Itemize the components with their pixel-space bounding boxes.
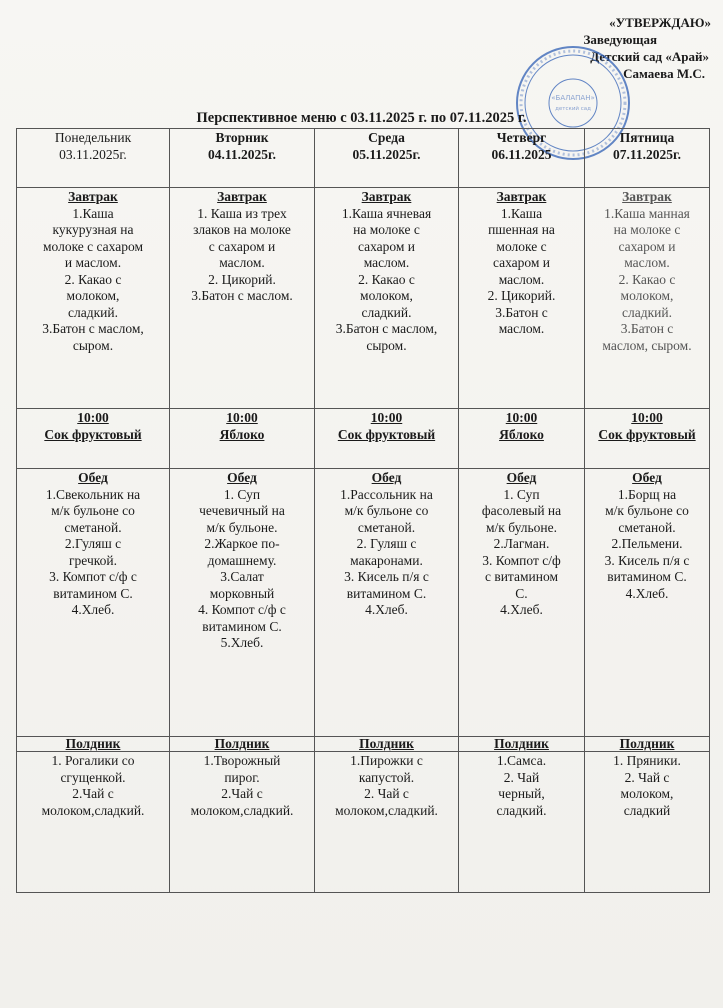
snack-cell-wednesday: [315, 409, 459, 469]
menu-line: 1.Каша манная: [604, 205, 690, 221]
table-row: [17, 188, 710, 409]
menu-line: маслом.: [219, 255, 265, 270]
tea-label-monday: [17, 737, 170, 752]
day-name: Пятница: [619, 130, 675, 145]
menu-line: 2. Цикорий.: [208, 271, 276, 287]
day-header-wednesday: [315, 129, 459, 188]
svg-text:детский сад: детский сад: [555, 106, 591, 112]
menu-line: 4.Хлеб.: [71, 602, 115, 617]
menu-line: чечевичный на: [199, 503, 285, 518]
menu-line: 1.Каша: [500, 205, 543, 221]
menu-line: 1.Свекольник на: [45, 486, 141, 502]
menu-line: сметаной.: [64, 519, 122, 535]
menu-line: молоком,сладкий.: [335, 802, 438, 818]
menu-line: сметаной.: [618, 519, 676, 535]
menu-line: пшенная на: [488, 222, 555, 237]
menu-line: с сахаром и: [208, 238, 276, 254]
menu-line: сметаной.: [357, 519, 416, 535]
meal-label: Обед: [506, 470, 537, 485]
lunch-cell-thursday: [459, 469, 585, 737]
menu-line: и маслом.: [64, 255, 122, 270]
approval-block: [520, 14, 715, 82]
snack-time: 10:00: [631, 410, 663, 425]
snack-item: Яблоко: [499, 426, 544, 442]
menu-line: 2. Чай с: [624, 769, 670, 785]
menu-table: [16, 128, 710, 893]
breakfast-cell-monday: [17, 188, 170, 409]
menu-line: молоком,: [66, 288, 120, 303]
menu-line: 3.Батон с маслом,: [335, 321, 438, 336]
menu-line: 1.Рассольник на: [340, 486, 433, 502]
day-header-tuesday: [170, 129, 315, 188]
menu-line: 3. Кисель п/я с: [604, 552, 690, 568]
menu-line: молоке с сахаром: [42, 238, 144, 254]
meal-label: Полдник: [619, 736, 675, 751]
meal-label: Завтрак: [217, 189, 267, 204]
menu-line: макаронами.: [350, 552, 423, 568]
svg-text:«БАЛАПАН»: «БАЛАПАН»: [551, 94, 595, 102]
meal-label: Завтрак: [496, 189, 547, 204]
menu-line: маслом.: [498, 321, 545, 336]
menu-line: молоке с: [496, 238, 547, 254]
table-row: [17, 129, 710, 188]
menu-line: м/к бульоне со: [344, 503, 429, 518]
menu-line: 4.Хлеб.: [365, 602, 408, 617]
menu-line: сладкий.: [496, 802, 547, 818]
snack-item: Сок фруктовый: [44, 426, 142, 442]
menu-line: на молоке с: [613, 222, 681, 237]
menu-line: м/к бульоне.: [206, 519, 278, 535]
menu-line: фасолевый на: [481, 503, 562, 518]
menu-line: 3.Салат: [220, 569, 264, 584]
menu-line: сахаром и: [492, 255, 551, 270]
snack-item: Сок фруктовый: [337, 426, 436, 442]
menu-line: сахаром и: [618, 238, 676, 254]
menu-line: м/к бульоне со: [605, 503, 689, 518]
menu-line: витамином С.: [53, 585, 133, 601]
menu-line: 4. Компот с/ф с: [198, 602, 286, 617]
menu-line: 1.Борщ на: [617, 486, 677, 502]
snack-time: 10:00: [505, 410, 538, 425]
menu-line: на молоке с: [353, 222, 420, 237]
snack-item: Яблоко: [219, 426, 265, 442]
menu-line: 2.Чай с: [221, 786, 263, 801]
menu-line: капустой.: [358, 769, 415, 785]
menu-line: сыром.: [72, 337, 114, 353]
tea-cell-wednesday: [315, 752, 459, 893]
menu-line: сладкий.: [622, 304, 672, 320]
menu-line: С.: [515, 585, 528, 601]
day-header-friday: [585, 129, 710, 188]
tea-cell-friday: [585, 752, 710, 893]
meal-label: Полдник: [494, 736, 549, 751]
tea-label-tuesday: [170, 737, 315, 752]
menu-line: 4.Хлеб.: [500, 602, 543, 617]
menu-line: молоком,сладкий.: [41, 802, 145, 818]
menu-line: 5.Хлеб.: [220, 635, 264, 650]
table-row: [17, 737, 710, 752]
snack-cell-thursday: [459, 409, 585, 469]
breakfast-cell-friday: [585, 188, 710, 409]
menu-line: 2.Чай с: [72, 786, 114, 801]
lunch-cell-tuesday: [170, 469, 315, 737]
menu-line: молоком,: [620, 288, 674, 303]
day-date: 04.11.2025г.: [208, 146, 276, 162]
menu-line: витамином С.: [607, 569, 687, 584]
menu-line: витамином С.: [346, 585, 427, 601]
menu-line: 1. Рогалики со: [51, 753, 135, 768]
meal-label: Полдник: [65, 736, 121, 751]
menu-line: м/к бульоне со: [51, 503, 135, 518]
menu-line: 3. Компот с/ф: [482, 552, 561, 568]
menu-line: 3.Батон с маслом.: [191, 288, 293, 303]
menu-line: молоком,сладкий.: [190, 802, 294, 818]
approval-position: Заведующая: [583, 32, 657, 47]
meal-label: Завтрак: [361, 189, 412, 204]
day-header-monday: [17, 129, 170, 188]
menu-line: маслом.: [363, 255, 410, 270]
table-row: [17, 752, 710, 893]
menu-line: 1.Каша ячневая: [341, 205, 432, 221]
menu-line: 1.Каша: [72, 205, 114, 221]
menu-line: 2. Чай с: [364, 786, 409, 801]
day-date: 03.11.2025г.: [59, 146, 127, 162]
meal-label: Завтрак: [68, 189, 118, 204]
snack-cell-monday: [17, 409, 170, 469]
menu-line: 2.Гуляш с: [64, 536, 122, 551]
menu-line: 1. Суп: [223, 486, 261, 502]
day-name: Четверг: [496, 130, 547, 145]
menu-line: маслом, сыром.: [602, 337, 692, 353]
menu-line: 3.Батон с: [495, 304, 548, 320]
meal-label: Обед: [78, 470, 108, 485]
menu-line: м/к бульоне.: [486, 519, 557, 535]
menu-line: молоком,: [620, 786, 674, 801]
breakfast-cell-wednesday: [315, 188, 459, 409]
breakfast-cell-tuesday: [170, 188, 315, 409]
menu-line: молоком,: [360, 288, 413, 303]
day-date: 07.11.2025г.: [613, 146, 681, 162]
menu-line: злаков на молоке: [193, 222, 291, 237]
meal-label: Завтрак: [622, 189, 672, 204]
day-date: 05.11.2025г.: [352, 146, 421, 162]
tea-cell-thursday: [459, 752, 585, 893]
tea-label-friday: [585, 737, 710, 752]
menu-line: 2. Какао с: [358, 271, 415, 287]
menu-line: 3.Батон с: [620, 321, 674, 336]
meal-label: Полдник: [214, 736, 270, 751]
menu-line: морковный: [209, 585, 275, 601]
menu-line: 2. Цикорий.: [487, 288, 556, 303]
page-title: Перспективное меню с 03.11.2025 г. по 07.11.2025 г.: [196, 110, 527, 126]
table-row: [17, 469, 710, 737]
menu-line: сгущенкой.: [60, 769, 126, 785]
meal-label: Обед: [227, 470, 257, 485]
menu-line: 4.Хлеб.: [625, 585, 669, 601]
snack-item: Сок фруктовый: [598, 426, 696, 442]
lunch-cell-monday: [17, 469, 170, 737]
snack-cell-tuesday: [170, 409, 315, 469]
snack-time: 10:00: [226, 410, 258, 425]
menu-line: сладкий.: [361, 304, 412, 320]
day-name: Вторник: [215, 130, 269, 145]
menu-line: 1. Каша из трех: [197, 205, 287, 221]
menu-line: 2.Жаркое по-: [204, 536, 280, 551]
tea-cell-tuesday: [170, 752, 315, 893]
approval-heading: «УТВЕРЖДАЮ»: [609, 15, 711, 30]
menu-line: сахаром и: [357, 238, 416, 254]
menu-line: 1.Самса.: [496, 753, 547, 768]
lunch-cell-friday: [585, 469, 710, 737]
tea-cell-monday: [17, 752, 170, 893]
menu-line: кукурузная на: [52, 222, 134, 237]
tea-label-thursday: [459, 737, 585, 752]
menu-line: 2. Чай: [503, 769, 540, 785]
menu-line: домашнему.: [207, 552, 277, 568]
approval-signatory: Самаева М.С.: [623, 66, 705, 81]
day-name: Среда: [368, 130, 405, 145]
menu-line: витамином С.: [202, 618, 282, 634]
menu-line: 1.Пирожки с: [350, 753, 423, 768]
snack-cell-friday: [585, 409, 710, 469]
menu-line: 3. Кисель п/я с: [344, 569, 429, 584]
menu-line: сладкий: [623, 802, 671, 818]
menu-line: маслом.: [624, 255, 670, 270]
menu-line: 2.Лагман.: [493, 536, 550, 551]
day-header-thursday: [459, 129, 585, 188]
day-date: 06.11.2025: [491, 146, 552, 162]
menu-line: 3.Батон с маслом,: [42, 321, 144, 336]
menu-line: 2.Пельмени.: [611, 536, 683, 551]
menu-line: маслом.: [498, 271, 545, 287]
menu-line: гречкой.: [69, 552, 117, 568]
menu-line: 1.Творожный: [203, 753, 281, 768]
menu-line: черный,: [498, 786, 545, 801]
breakfast-cell-thursday: [459, 188, 585, 409]
menu-line: сладкий.: [68, 304, 118, 320]
menu-line: 2. Гуляш с: [356, 536, 417, 551]
day-name: Понедельник: [54, 130, 132, 145]
menu-line: пирог.: [224, 769, 260, 785]
meal-label: Полдник: [359, 736, 414, 751]
meal-label: Обед: [371, 470, 402, 485]
menu-line: 2. Какао с: [64, 271, 122, 287]
menu-line: 1. Пряники.: [613, 753, 681, 768]
menu-line: 1. Суп: [503, 486, 540, 502]
lunch-cell-wednesday: [315, 469, 459, 737]
menu-line: с витамином: [484, 569, 559, 584]
snack-time: 10:00: [77, 410, 109, 425]
menu-line: 3. Компот с/ф с: [49, 569, 137, 584]
menu-line: 2. Какао с: [618, 271, 676, 287]
meal-label: Обед: [632, 470, 662, 485]
approval-organization: Детский сад «Арай»: [590, 49, 709, 64]
snack-time: 10:00: [370, 410, 403, 425]
tea-label-wednesday: [315, 737, 459, 752]
menu-line: сыром.: [366, 337, 407, 353]
table-row: [17, 409, 710, 469]
